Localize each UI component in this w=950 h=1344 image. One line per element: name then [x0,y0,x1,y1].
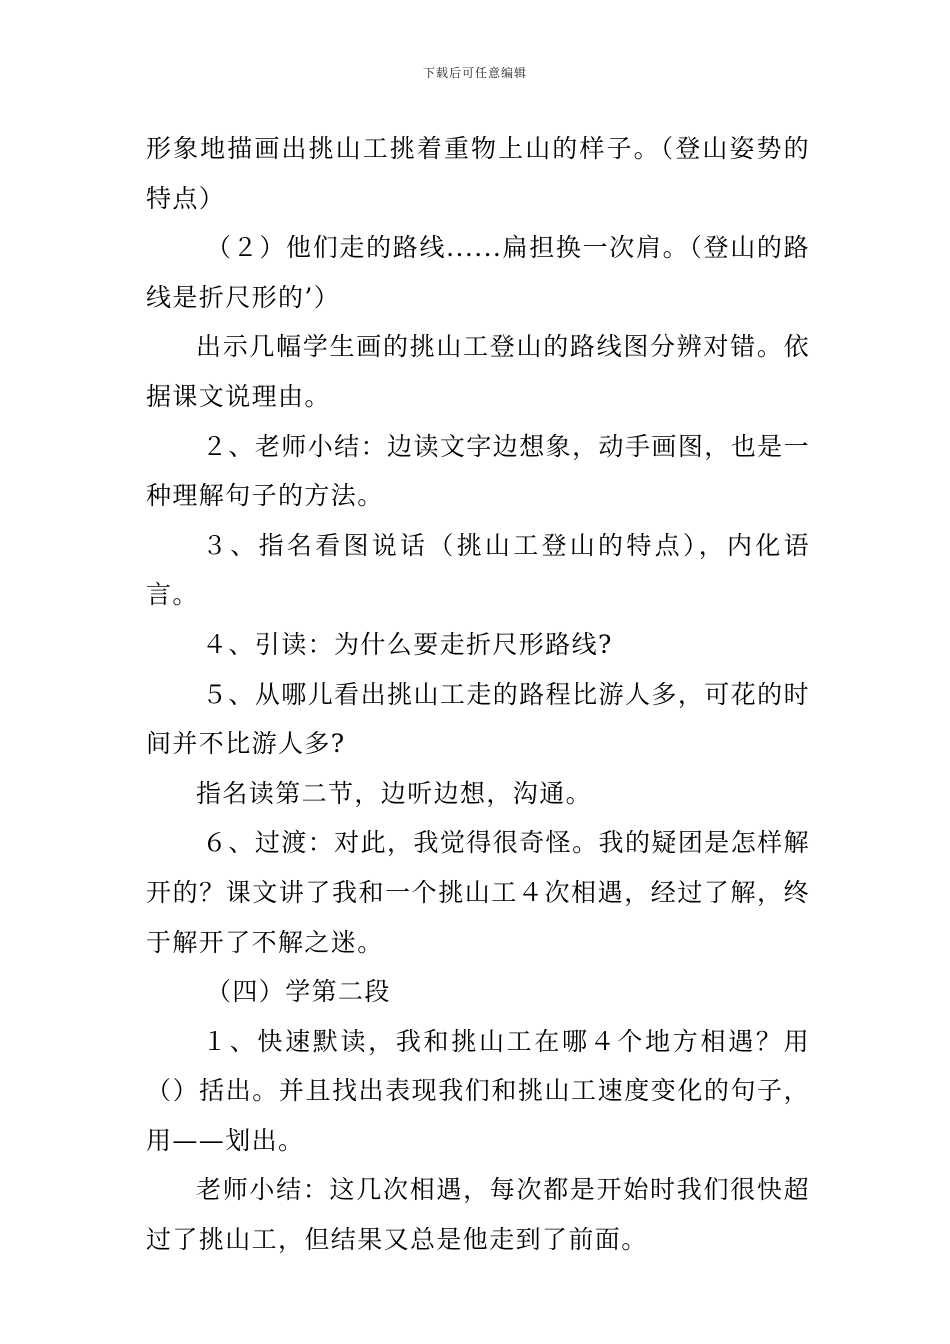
paragraph-item-5: ５、从哪儿看出挑山工走的路程比游人多，可花的时间并不比游人多? [146,679,810,759]
paragraph-route: （２）他们走的路线......扁担换一次肩。（登山的路线是折尺形的’） [146,233,810,312]
paragraph-teacher-summary: 老师小结：这几次相遇，每次都是开始时我们很快超过了挑山工，但结果又总是他走到了前面。 [146,1175,810,1255]
paragraph-summary-2: ２、老师小结：边读文字边想象，动手画图，也是一种理解句子的方法。 [146,431,810,511]
paragraph-item-3: ３、指名看图说话（挑山工登山的特点），内化语言。 [146,530,810,610]
paragraph-drawings: 出示几幅学生画的挑山工登山的路线图分辨对错。依据课文说理由。 [146,332,810,411]
document-body [146,124,810,1265]
paragraph-posture: 形象地描画出挑山工挑着重物上山的样子。（登山姿势的特点） [146,134,810,213]
paragraph-reading: 指名读第二节，边听边想，沟通。 [196,778,593,808]
paragraph-item-4: ４、引读：为什么要走折尺形路线? [202,629,613,659]
header-note: 下载后可任意编辑 [422,66,527,80]
paragraph-item-6: ６、过渡：对此，我觉得很奇怪。我的疑团是怎样解开的？课文讲了我和一个挑山工４次相遇，经过了解，终于解开了不解之迷。 [146,828,810,957]
section-heading-4: （四）学第二段 [206,977,391,1007]
paragraph-section4-item-1: １、快速默读，我和挑山工在哪４个地方相遇？用（）括出。并且找出表现我们和挑山工速度变化的句子，用——划出。 [146,1026,810,1155]
